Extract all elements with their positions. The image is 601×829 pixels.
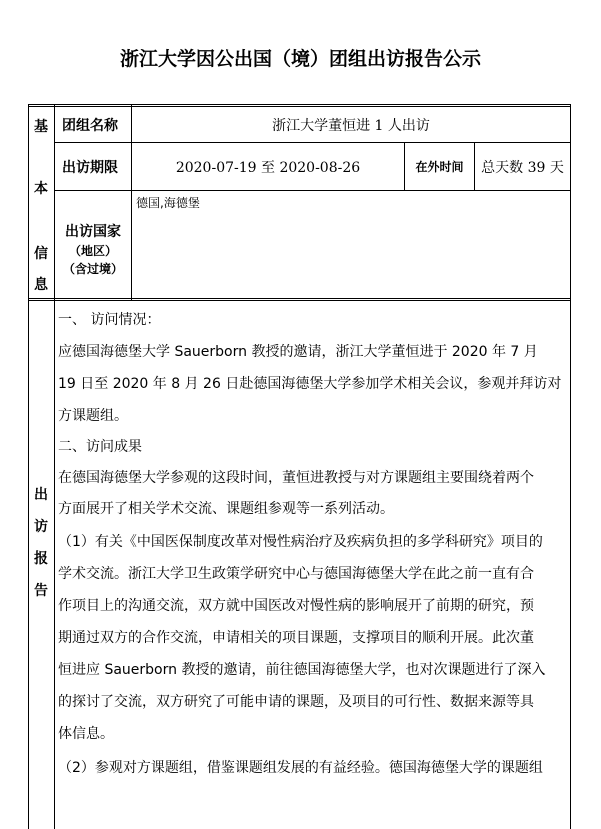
report-label-2: 访 [34, 519, 48, 535]
basic-info-label-4: 息 [34, 277, 48, 293]
report-line: 体信息。 [58, 726, 114, 742]
country-label-line-1: 出访国家 [65, 224, 121, 240]
report-line: （2）参观对方课题组，借鉴课题组发展的有益经验。德国海德堡大学的课题组 [58, 760, 543, 776]
report-label-1: 出 [34, 487, 48, 503]
report-line: 方面展开了相关学术交流、课题组参观等一系列活动。 [58, 501, 394, 517]
report-line: 的探讨了交流，双方研究了可能申请的课题，及项目的可行性、数据来源等具 [58, 694, 534, 710]
page-title: 浙江大学因公出国（境）团组出访报告公示 [119, 48, 481, 70]
country-label [56, 222, 130, 278]
group-name-label: 团组名称 [62, 117, 118, 134]
report-line: 方课题组。 [58, 408, 128, 424]
group-name-value: 浙江大学董恒进 1 人出访 [272, 117, 430, 134]
report-line: 期通过双方的合作交流，申请相关的项目课题，支撑项目的顺利开展。此次董 [58, 630, 534, 646]
basic-info-label-1: 基 [34, 119, 48, 135]
report-label-4: 告 [34, 583, 48, 599]
abroad-time-label: 在外时间 [415, 160, 464, 174]
country-value: 德国,海德堡 [136, 196, 200, 210]
report-line: 学术交流。浙江大学卫生政策学研究中心与德国海德堡大学在此之前一直有合 [58, 566, 534, 582]
report-line: 一、 访问情况： [58, 312, 161, 328]
report-line: （1）有关《中国医保制度改革对慢性病治疗及疾病负担的多学科研究》项目的 [58, 534, 543, 550]
country-label-line-2: （地区） [68, 244, 117, 258]
report-label-3: 报 [34, 551, 48, 567]
basic-info-label-3: 信 [34, 246, 48, 262]
period-value: 2020-07-19 至 2020-08-26 [175, 159, 361, 176]
report-line: 作项目上的沟通交流，双方就中国医改对慢性病的影响展开了前期的研究，预 [58, 598, 534, 614]
report-line: 应德国海德堡大学 Sauerborn 教授的邀请，浙江大学董恒进于 2020 年 7 月 [58, 344, 538, 360]
report-line: 在德国海德堡大学参观的这段时间，董恒进教授与对方课题组主要围绕着两个 [58, 470, 534, 486]
report-line: 19 日至 2020 年 8 月 26 日赴德国海德堡大学参加学术相关会议，参观并拜访对 [58, 376, 562, 392]
basic-info-label-2: 本 [34, 181, 48, 197]
report-line: 二、访问成果 [58, 439, 142, 455]
report-line: 恒进应 Sauerborn 教授的邀请，前往德国海德堡大学，也对次课题进行了深入 [58, 662, 546, 678]
country-label-line-3: （含过境） [62, 262, 123, 276]
period-label: 出访期限 [62, 159, 118, 176]
abroad-time-value: 总天数 39 天 [481, 159, 564, 176]
